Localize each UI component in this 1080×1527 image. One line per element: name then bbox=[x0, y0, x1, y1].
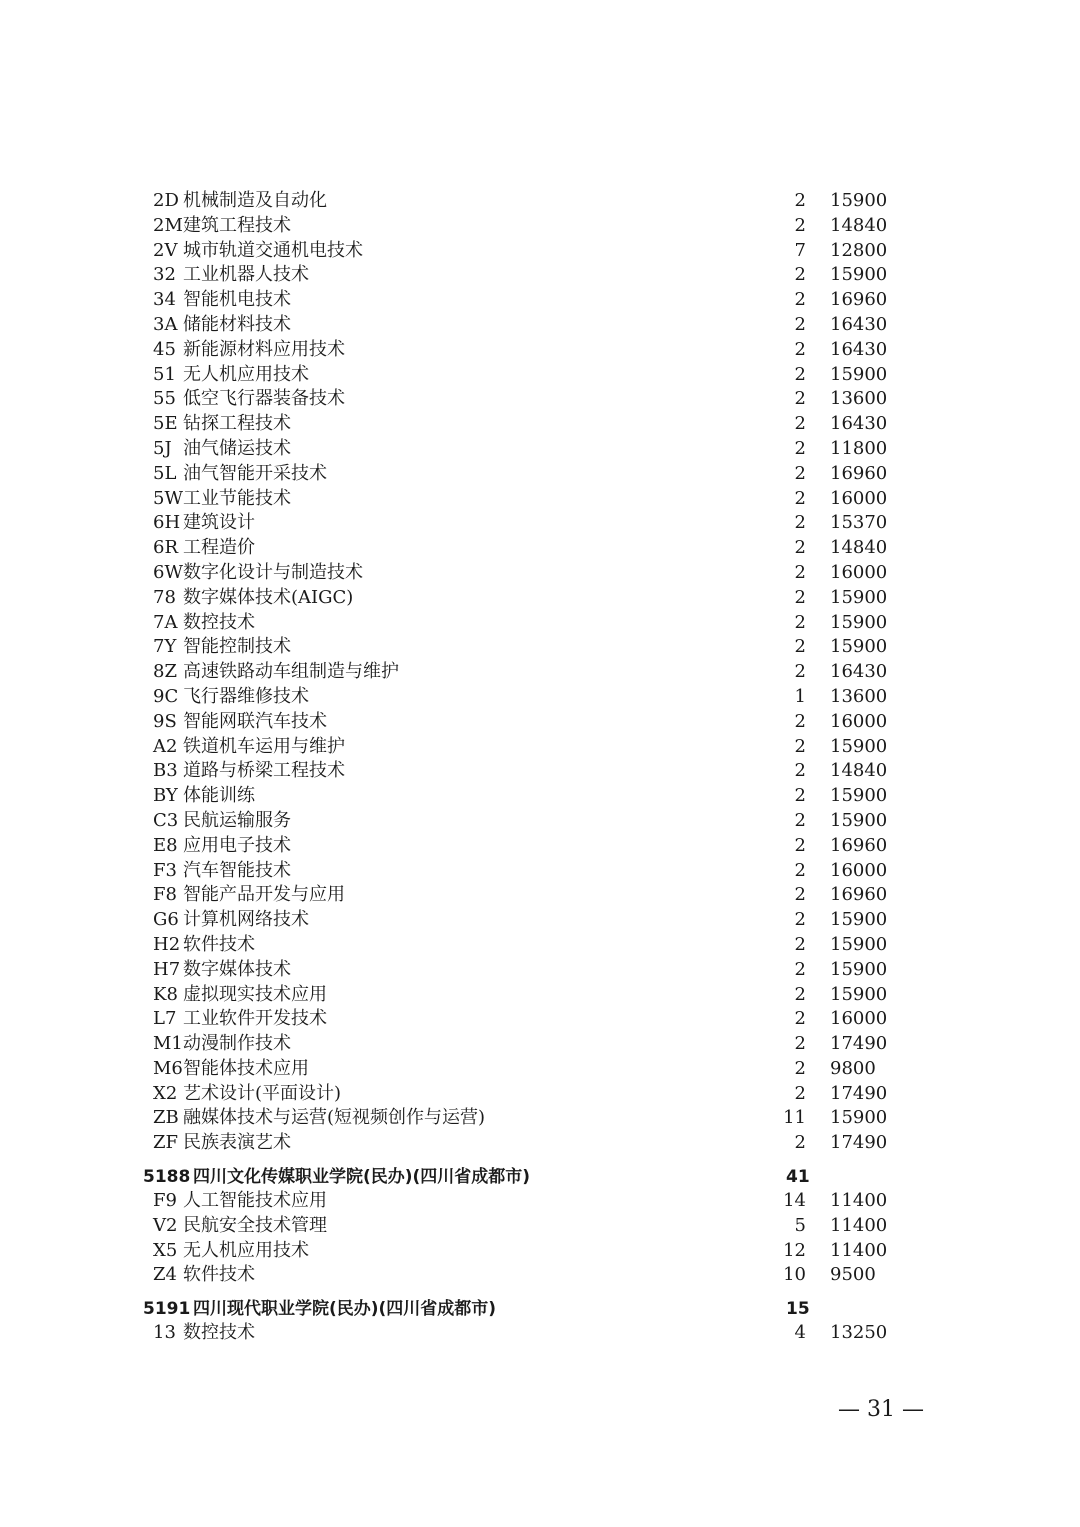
major-code: 78 bbox=[153, 586, 176, 608]
major-row bbox=[0, 784, 1080, 809]
major-name: 工业节能技术 bbox=[183, 487, 291, 509]
plan-count: 2 bbox=[794, 537, 806, 559]
major-row bbox=[0, 586, 1080, 611]
major-code: F8 bbox=[153, 884, 177, 906]
major-row bbox=[0, 908, 1080, 933]
school-name: 四川文化传媒职业学院(民办)(四川省成都市) bbox=[193, 1167, 531, 1188]
tuition-fee: 11800 bbox=[830, 437, 888, 459]
major-name: 动漫制作技术 bbox=[183, 1033, 291, 1055]
major-code: 34 bbox=[153, 289, 176, 311]
major-code: F9 bbox=[153, 1190, 177, 1212]
major-name: 高速铁路动车组制造与维护 bbox=[183, 661, 399, 683]
major-row bbox=[0, 933, 1080, 958]
major-name: 虚拟现实技术应用 bbox=[183, 983, 327, 1005]
major-name: 汽车智能技术 bbox=[183, 859, 291, 881]
major-name: 铁道机车运用与维护 bbox=[183, 735, 345, 757]
tuition-fee: 14840 bbox=[830, 214, 888, 236]
major-row bbox=[0, 759, 1080, 784]
major-name: 数字媒体技术 bbox=[183, 958, 291, 980]
major-code: G6 bbox=[153, 909, 179, 931]
tuition-fee: 15900 bbox=[830, 1107, 888, 1129]
plan-count: 2 bbox=[794, 983, 806, 1005]
major-name: 艺术设计(平面设计) bbox=[183, 1082, 342, 1104]
tuition-fee: 15900 bbox=[830, 586, 888, 608]
plan-count: 2 bbox=[794, 313, 806, 335]
major-name: 储能材料技术 bbox=[183, 313, 291, 335]
school-total-count: 41 bbox=[786, 1167, 810, 1188]
major-name: 城市轨道交通机电技术 bbox=[183, 239, 363, 261]
major-code: 3A bbox=[153, 313, 178, 335]
major-name: 应用电子技术 bbox=[183, 834, 291, 856]
tuition-fee: 15900 bbox=[830, 809, 888, 831]
tuition-fee: 17490 bbox=[830, 1033, 888, 1055]
plan-count: 2 bbox=[794, 413, 806, 435]
tuition-fee: 13600 bbox=[830, 388, 888, 410]
major-code: 8Z bbox=[153, 661, 177, 683]
major-row bbox=[0, 635, 1080, 660]
major-code: 2D bbox=[153, 190, 179, 211]
major-name: 民族表演艺术 bbox=[183, 1132, 291, 1154]
major-name: 数字化设计与制造技术 bbox=[183, 561, 363, 583]
tuition-fee: 15900 bbox=[830, 785, 888, 807]
school-total-count: 15 bbox=[786, 1299, 810, 1320]
tuition-fee: 13600 bbox=[830, 685, 888, 707]
tuition-fee: 16960 bbox=[830, 834, 888, 856]
major-name: 工业机器人技术 bbox=[183, 264, 309, 286]
major-row bbox=[0, 710, 1080, 735]
major-row bbox=[0, 1032, 1080, 1057]
plan-count: 2 bbox=[794, 437, 806, 459]
major-name: 飞行器维修技术 bbox=[183, 685, 309, 707]
major-row bbox=[0, 561, 1080, 586]
major-code: K8 bbox=[153, 983, 178, 1005]
major-name: 建筑设计 bbox=[183, 512, 255, 534]
tuition-fee: 17490 bbox=[830, 1082, 888, 1104]
major-row bbox=[0, 511, 1080, 536]
major-code: M6 bbox=[153, 1057, 183, 1079]
major-row bbox=[0, 735, 1080, 760]
major-row bbox=[0, 288, 1080, 313]
major-code: ZF bbox=[153, 1132, 178, 1154]
tuition-fee: 17490 bbox=[830, 1132, 888, 1154]
major-row bbox=[0, 239, 1080, 264]
major-code: ZB bbox=[153, 1107, 179, 1129]
plan-count: 2 bbox=[794, 809, 806, 831]
plan-count: 2 bbox=[794, 388, 806, 410]
school-name: 四川现代职业学院(民办)(四川省成都市) bbox=[193, 1299, 497, 1320]
tuition-fee: 15900 bbox=[830, 958, 888, 980]
major-name: 低空飞行器装备技术 bbox=[183, 388, 345, 410]
plan-count: 2 bbox=[794, 834, 806, 856]
plan-count: 2 bbox=[794, 958, 806, 980]
major-code: F3 bbox=[153, 859, 177, 881]
major-name: 软件技术 bbox=[183, 1264, 255, 1286]
major-row bbox=[0, 1263, 1080, 1288]
major-name: 工程造价 bbox=[183, 537, 255, 559]
major-name: 计算机网络技术 bbox=[183, 909, 309, 931]
tuition-fee: 11400 bbox=[830, 1214, 888, 1236]
tuition-fee: 16000 bbox=[830, 1008, 888, 1030]
major-name: 民航运输服务 bbox=[183, 809, 291, 831]
major-code: 13 bbox=[153, 1322, 176, 1344]
major-code: 5W bbox=[153, 487, 183, 509]
plan-count: 2 bbox=[794, 586, 806, 608]
plan-count: 2 bbox=[794, 884, 806, 906]
plan-count: 2 bbox=[794, 661, 806, 683]
major-row bbox=[0, 1131, 1080, 1156]
major-name: 道路与桥梁工程技术 bbox=[183, 760, 345, 782]
major-row bbox=[0, 338, 1080, 363]
school-header-row bbox=[0, 1297, 1080, 1321]
major-name: 智能网联汽车技术 bbox=[183, 710, 327, 732]
major-name: 数控技术 bbox=[183, 1322, 255, 1344]
major-row bbox=[0, 834, 1080, 859]
page-number: — 31 — bbox=[838, 1397, 924, 1422]
plan-count: 2 bbox=[794, 1008, 806, 1030]
major-name: 油气智能开采技术 bbox=[183, 462, 327, 484]
tuition-fee: 16000 bbox=[830, 561, 888, 583]
major-row bbox=[0, 883, 1080, 908]
plan-count: 2 bbox=[794, 760, 806, 782]
major-row bbox=[0, 363, 1080, 388]
major-code: H2 bbox=[153, 933, 181, 955]
major-row bbox=[0, 536, 1080, 561]
major-row bbox=[0, 1321, 1080, 1346]
major-row bbox=[0, 387, 1080, 412]
plan-count: 5 bbox=[794, 1214, 806, 1236]
plan-count: 2 bbox=[794, 363, 806, 385]
tuition-fee: 16000 bbox=[830, 710, 888, 732]
plan-count: 10 bbox=[783, 1264, 806, 1286]
major-code: C3 bbox=[153, 809, 179, 831]
tuition-fee: 15900 bbox=[830, 735, 888, 757]
major-code: 6W bbox=[153, 561, 183, 583]
major-row bbox=[0, 214, 1080, 239]
tuition-fee: 12800 bbox=[830, 239, 888, 261]
enrollment-table bbox=[0, 189, 1080, 1346]
plan-count: 2 bbox=[794, 859, 806, 881]
major-row bbox=[0, 189, 1080, 214]
plan-count: 2 bbox=[794, 735, 806, 757]
major-code: 51 bbox=[153, 363, 176, 385]
major-code: BY bbox=[153, 785, 178, 807]
school-header-row bbox=[0, 1165, 1080, 1189]
major-row bbox=[0, 1057, 1080, 1082]
tuition-fee: 15900 bbox=[830, 190, 888, 211]
tuition-fee: 15370 bbox=[830, 512, 888, 534]
major-name: 软件技术 bbox=[183, 933, 255, 955]
major-code: 7A bbox=[153, 611, 178, 633]
plan-count: 2 bbox=[794, 611, 806, 633]
major-name: 民航安全技术管理 bbox=[183, 1214, 327, 1236]
tuition-fee: 16430 bbox=[830, 313, 888, 335]
major-row bbox=[0, 809, 1080, 834]
major-code: 5E bbox=[153, 413, 178, 435]
major-row bbox=[0, 1239, 1080, 1264]
tuition-fee: 16430 bbox=[830, 413, 888, 435]
major-code: V2 bbox=[153, 1214, 178, 1236]
major-row bbox=[0, 1082, 1080, 1107]
plan-count: 2 bbox=[794, 289, 806, 311]
major-name: 人工智能技术应用 bbox=[183, 1190, 327, 1212]
plan-count: 7 bbox=[794, 239, 806, 261]
major-code: 2V bbox=[153, 239, 178, 261]
plan-count: 2 bbox=[794, 636, 806, 658]
major-code: X2 bbox=[153, 1082, 178, 1104]
major-name: 无人机应用技术 bbox=[183, 363, 309, 385]
tuition-fee: 15900 bbox=[830, 983, 888, 1005]
major-name: 智能控制技术 bbox=[183, 636, 291, 658]
tuition-fee: 15900 bbox=[830, 933, 888, 955]
major-code: 32 bbox=[153, 264, 176, 286]
tuition-fee: 16960 bbox=[830, 462, 888, 484]
major-code: X5 bbox=[153, 1239, 178, 1261]
major-row bbox=[0, 263, 1080, 288]
major-name: 建筑工程技术 bbox=[183, 214, 291, 236]
major-code: Z4 bbox=[153, 1264, 177, 1286]
school-code: 5191 bbox=[143, 1299, 191, 1320]
major-name: 体能训练 bbox=[183, 785, 255, 807]
plan-count: 2 bbox=[794, 785, 806, 807]
major-name: 数字媒体技术(AIGC) bbox=[183, 586, 354, 608]
major-code: 55 bbox=[153, 388, 176, 410]
major-name: 新能源材料应用技术 bbox=[183, 338, 345, 360]
plan-count: 12 bbox=[783, 1239, 806, 1261]
major-code: B3 bbox=[153, 760, 178, 782]
plan-count: 4 bbox=[794, 1322, 806, 1344]
major-name: 数控技术 bbox=[183, 611, 255, 633]
plan-count: 2 bbox=[794, 214, 806, 236]
tuition-fee: 9500 bbox=[830, 1264, 876, 1286]
plan-count: 14 bbox=[783, 1190, 806, 1212]
major-code: 5L bbox=[153, 462, 177, 484]
major-row bbox=[0, 462, 1080, 487]
major-row bbox=[0, 437, 1080, 462]
major-row bbox=[0, 1189, 1080, 1214]
major-code: 6R bbox=[153, 537, 179, 559]
major-row bbox=[0, 660, 1080, 685]
plan-count: 2 bbox=[794, 909, 806, 931]
tuition-fee: 11400 bbox=[830, 1239, 888, 1261]
major-name: 智能体技术应用 bbox=[183, 1057, 309, 1079]
plan-count: 2 bbox=[794, 1082, 806, 1104]
major-row bbox=[0, 1106, 1080, 1131]
major-row bbox=[0, 611, 1080, 636]
major-row bbox=[0, 487, 1080, 512]
plan-count: 2 bbox=[794, 933, 806, 955]
plan-count: 2 bbox=[794, 710, 806, 732]
major-name: 钻探工程技术 bbox=[183, 413, 291, 435]
plan-count: 2 bbox=[794, 264, 806, 286]
plan-count: 2 bbox=[794, 1057, 806, 1079]
tuition-fee: 15900 bbox=[830, 611, 888, 633]
major-name: 机械制造及自动化 bbox=[183, 190, 327, 211]
major-row bbox=[0, 859, 1080, 884]
major-row bbox=[0, 685, 1080, 710]
major-name: 融媒体技术与运营(短视频创作与运营) bbox=[183, 1107, 486, 1129]
plan-count: 1 bbox=[794, 685, 806, 707]
tuition-fee: 15900 bbox=[830, 636, 888, 658]
major-code: 6H bbox=[153, 512, 181, 534]
tuition-fee: 15900 bbox=[830, 363, 888, 385]
major-row bbox=[0, 313, 1080, 338]
major-name: 无人机应用技术 bbox=[183, 1239, 309, 1261]
major-code: L7 bbox=[153, 1008, 177, 1030]
tuition-fee: 16000 bbox=[830, 859, 888, 881]
major-code: E8 bbox=[153, 834, 178, 856]
major-code: M1 bbox=[153, 1033, 183, 1055]
school-code: 5188 bbox=[143, 1167, 191, 1188]
major-row bbox=[0, 1007, 1080, 1032]
major-name: 工业软件开发技术 bbox=[183, 1008, 327, 1030]
plan-count: 2 bbox=[794, 338, 806, 360]
major-name: 智能机电技术 bbox=[183, 289, 291, 311]
tuition-fee: 15900 bbox=[830, 909, 888, 931]
major-row bbox=[0, 958, 1080, 983]
major-row bbox=[0, 1214, 1080, 1239]
plan-count: 11 bbox=[783, 1107, 806, 1129]
tuition-fee: 16430 bbox=[830, 338, 888, 360]
major-code: H7 bbox=[153, 958, 181, 980]
major-name: 油气储运技术 bbox=[183, 437, 291, 459]
major-code: 2M bbox=[153, 214, 183, 236]
major-row bbox=[0, 983, 1080, 1008]
major-row bbox=[0, 412, 1080, 437]
major-name: 智能产品开发与应用 bbox=[183, 884, 345, 906]
tuition-fee: 14840 bbox=[830, 537, 888, 559]
tuition-fee: 16960 bbox=[830, 289, 888, 311]
plan-count: 2 bbox=[794, 462, 806, 484]
tuition-fee: 14840 bbox=[830, 760, 888, 782]
plan-count: 2 bbox=[794, 1033, 806, 1055]
plan-count: 2 bbox=[794, 190, 806, 211]
plan-count: 2 bbox=[794, 487, 806, 509]
major-code: 7Y bbox=[153, 636, 177, 658]
plan-count: 2 bbox=[794, 512, 806, 534]
tuition-fee: 16430 bbox=[830, 661, 888, 683]
tuition-fee: 16960 bbox=[830, 884, 888, 906]
major-code: 9S bbox=[153, 710, 177, 732]
tuition-fee: 13250 bbox=[830, 1322, 888, 1344]
major-code: 45 bbox=[153, 338, 176, 360]
plan-count: 2 bbox=[794, 561, 806, 583]
major-code: 9C bbox=[153, 685, 179, 707]
plan-count: 2 bbox=[794, 1132, 806, 1154]
major-code: 5J bbox=[153, 437, 172, 459]
tuition-fee: 9800 bbox=[830, 1057, 876, 1079]
major-code: A2 bbox=[153, 735, 178, 757]
tuition-fee: 15900 bbox=[830, 264, 888, 286]
tuition-fee: 16000 bbox=[830, 487, 888, 509]
tuition-fee: 11400 bbox=[830, 1190, 888, 1212]
